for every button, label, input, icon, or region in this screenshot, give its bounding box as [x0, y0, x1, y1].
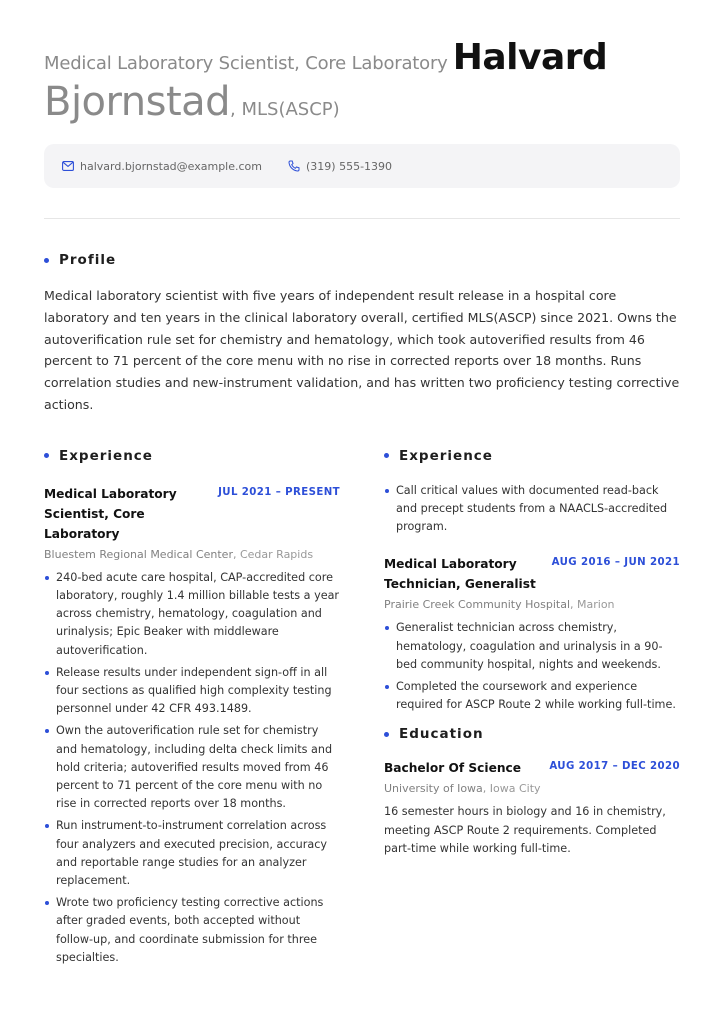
- list-item: Own the autoverification rule set for chemistry and hematology, including delta check limits and hold criteria; autoverified results moved from 46 percent to 71 percent of the core menu with no rise in corrected reports over 18 months.: [44, 722, 340, 813]
- education-date: AUG 2017 – DEC 2020: [549, 761, 680, 773]
- first-name: Halvard: [452, 37, 608, 78]
- list-item: Release results under independent sign-off in all four sections as qualified high complexity testing personnel under 42 CFR 493.1489.: [44, 664, 340, 719]
- job-org: [384, 598, 680, 611]
- experience-heading: [44, 448, 340, 464]
- education-title: Education: [399, 726, 484, 743]
- email-text: halvard.bjornstad@example.com: [80, 159, 262, 173]
- org-name: Prairie Creek Community Hospital: [384, 598, 571, 612]
- education-section: [384, 726, 680, 858]
- org-location: , Cedar Rapids: [232, 547, 314, 561]
- continued-bullets: [384, 482, 680, 537]
- profile-section: [44, 252, 680, 416]
- education-org: [384, 782, 680, 795]
- job-date: JUL 2021 – PRESENT: [218, 486, 340, 498]
- org-location: , Marion: [570, 598, 615, 612]
- list-item: Completed the coursework and experience required for ASCP Route 2 while working full-time.: [384, 678, 680, 714]
- experience-heading: [384, 448, 680, 464]
- job-entry: [384, 554, 680, 714]
- list-item: Generalist technician across chemistry, hematology, coagulation and urinalysis in a 90-bed community hospital, nights and weekends.: [384, 619, 680, 674]
- job-entry: [44, 484, 340, 967]
- org-name: Bluestem Regional Medical Center: [44, 547, 233, 561]
- experience-title: Experience: [59, 447, 153, 464]
- education-text: 16 semester hours in biology and 16 in chemistry, meeting ASCP Route 2 requirements. Completed part-time while working full-time.: [384, 805, 666, 855]
- org-location: , Iowa City: [482, 782, 541, 796]
- job-subtitle: Medical Laboratory Scientist, Core Laboratory: [44, 53, 448, 74]
- header-divider: [44, 218, 680, 219]
- degree-title: Bachelor Of Science: [384, 761, 522, 776]
- profile-heading: [44, 252, 680, 268]
- list-item: Wrote two proficiency testing corrective actions after graded events, both accepted without follow-up, and coordinate submission for three specialties.: [44, 894, 340, 967]
- experience-title: Experience: [399, 447, 493, 464]
- section-bullet-icon: [44, 258, 49, 263]
- job-title: Medical Laboratory Scientist, Core Laboratory: [44, 486, 177, 541]
- org-name: University of Iowa: [384, 782, 483, 796]
- list-item: 240-bed acute care hospital, CAP-accredited core laboratory, roughly 1.4 million billable tests a year across chemistry, hematology, coagulation and urinalysis; Epic Beaker with middleware autoverification.: [44, 569, 340, 660]
- profile-title: Profile: [59, 252, 117, 268]
- credentials: , MLS(ASCP): [230, 99, 340, 120]
- job-date: AUG 2016 – JUN 2021: [551, 557, 680, 569]
- phone-icon: [288, 160, 300, 172]
- resume-header: [44, 37, 680, 125]
- job-bullets: [384, 619, 680, 714]
- section-bullet-icon: [44, 453, 49, 458]
- section-bullet-icon: [384, 453, 389, 458]
- left-column: [44, 448, 340, 971]
- contact-bar: [44, 144, 680, 188]
- job-title: Medical Laboratory Technician, Generalist: [384, 557, 536, 592]
- mail-icon: [62, 161, 74, 171]
- list-item: Call critical values with documented read-back and precept students from a NAACLS-accredited program.: [384, 482, 680, 537]
- section-bullet-icon: [384, 732, 389, 737]
- contact-phone[interactable]: [288, 160, 392, 173]
- job-org: [44, 548, 340, 561]
- contact-email[interactable]: [62, 160, 262, 173]
- two-column-body: [44, 448, 680, 988]
- profile-text: Medical laboratory scientist with five years of independent result release in a hospital core laboratory and ten years in the clinical laboratory overall, certified MLS(ASCP) since 2021. Owns the autoverification rule set for chemistry and hematology, which took autoverified results from 46 percent to 71 percent of the core menu with no rise in corrected reports over 18 months. Runs correlation studies and new-instrument validation, and has written two proficiency testing corrective actions.: [44, 288, 680, 412]
- phone-text: (319) 555-1390: [306, 159, 393, 173]
- last-name: Bjornstad: [44, 79, 231, 125]
- job-bullets: [44, 569, 340, 967]
- right-column: [384, 448, 680, 858]
- list-item: Run instrument-to-instrument correlation across four analyzers and executed precision, accuracy and reportable range studies for an analyzer replacement.: [44, 817, 340, 890]
- education-heading: [384, 726, 680, 742]
